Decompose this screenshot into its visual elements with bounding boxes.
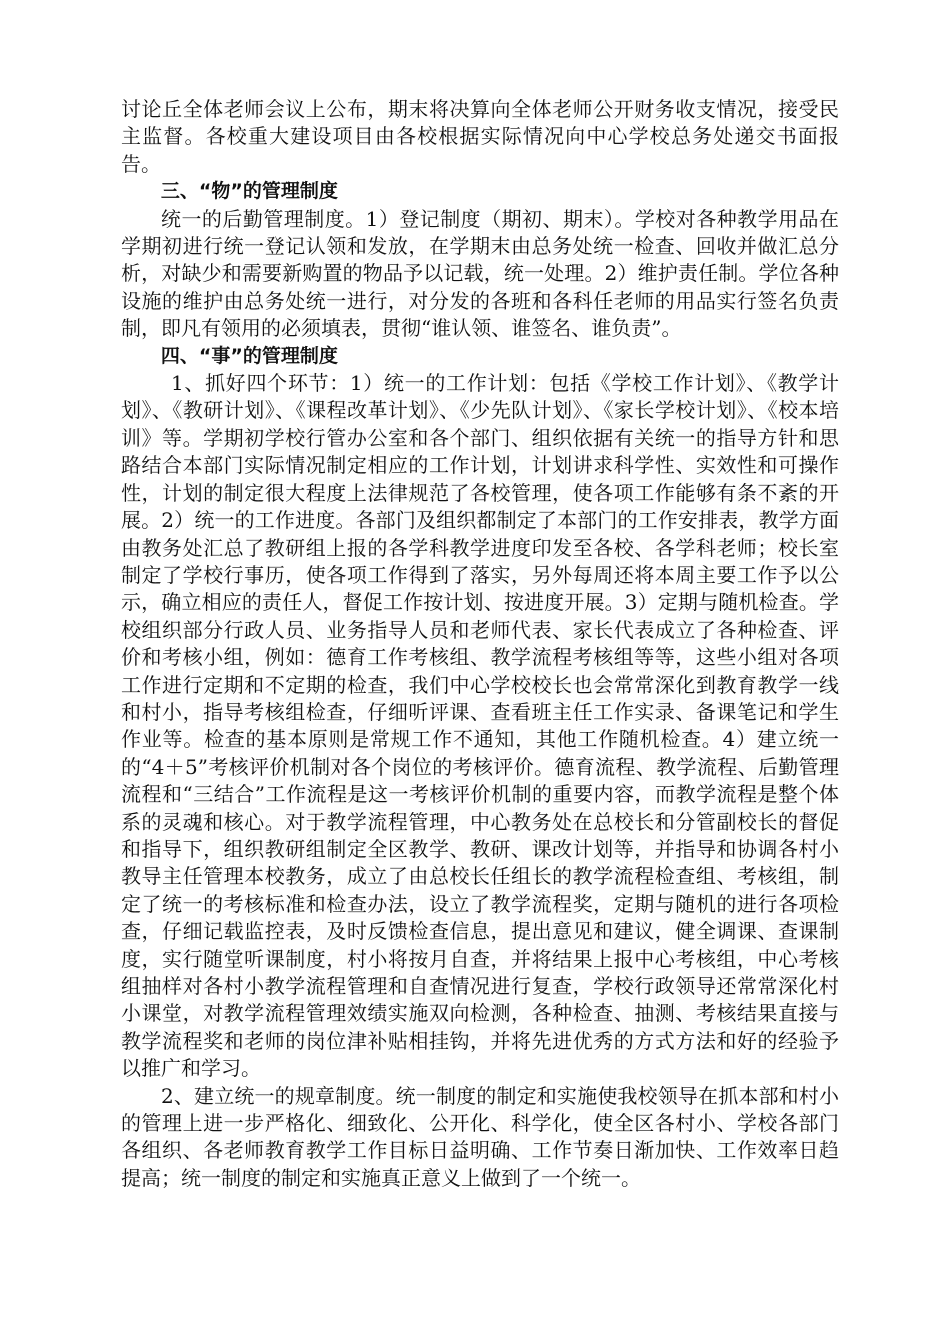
- section-heading-3: 三、“物”的管理制度: [160, 180, 338, 203]
- section-heading-4: 四、“事”的管理制度: [160, 344, 338, 367]
- paragraph-section-4-item-2: 2、建立统一的规章制度。统一制度的制定和实施使我校领导在抓本部和村小的管理上进一步严格化、细致化、公开化、科学化，使全区各村小、学校各部门各组织、各老师教育教学工作目标日益明确、工作节奏日渐加快、工作效率日趋提高；统一制度的制定和实施真正意义上做到了一个统一。: [121, 1083, 839, 1190]
- paragraph-section-3: 统一的后勤管理制度。1）登记制度（期初、期末）。学校对各种教学用品在学期初进行统一登记认领和发放，在学期末由总务处统一检查、回收并做汇总分析，对缺少和需要新购置的物品予以记载，统一处理。2）维护责任制。学位各种设施的维护由总务处统一进行，对分发的各班和各科任老师的用品实行签名负责制，即凡有领用的必须填表，贯彻“谁认领、谁签名、谁负责”。: [121, 206, 839, 341]
- paragraph-intro: 讨论丘全体老师会议上公布，期末将决算向全体老师公开财务收支情况，接受民主监督。各校重大建设项目由各校根据实际情况向中心学校总务处递交书面报告。: [121, 97, 839, 176]
- document-body: [121, 96, 839, 1192]
- paragraph-section-4-item-1: 1、抓好四个环节：1）统一的工作计划：包括《学校工作计划》、《教学计划》、《教研计划》、《课程改革计划》、《少先队计划》、《家长学校计划》、《校本培训》等。学期初学校行管办公室和各个部门、组织依据有关统一的指导方针和思路结合本部门实际情况制定相应的工作计划，计划讲求科学性、实效性和可操作性，计划的制定很大程度上法律规范了各校管理，使各项工作能够有条不紊的开展。2）统一的工作进度。各部门及组织都制定了本部门的工作安排表，教学方面由教务处汇总了教研组上报的各学科教学进度印发至各校、各学科老师；校长室制定了学校行事历，使各项工作得到了落实，另外每周还将本周主要工作予以公示，确立相应的责任人，督促工作按计划、按进度开展。3）定期与随机检查。学校组织部分行政人员、业务指导人员和老师代表、家长代表成立了各种检查、评价和考核小组，例如：德育工作考核组、教学流程考核组等等，这些小组对各项工作进行定期和不定期的检查，我们中心学校校长也会常常深化到教育教学一线和村小，指导考核组检查，仔细听评课、查看班主任工作实录、备课笔记和学生作业等。检查的基本原则是常规工作不通知，其他工作随机检查。4）建立统一的“4＋5”考核评价机制对各个岗位的考核评价。德育流程、教学流程、后勤管理流程和“三结合”工作流程是这一考核评价机制的重要内容，而教学流程是整个体系的灵魂和核心。对于教学流程管理，中心教务处在总校长和分管副校长的督促和指导下，组织教研组制定全区教学、教研、课改计划等，并指导和协调各村小教导主任管理本校教务，成立了由总校长任组长的教学流程检查组、考核组，制定了统一的考核标准和检查办法，设立了教学流程奖，定期与随机的进行各项检查，仔细记载监控表，及时反馈检查信息，提出意见和建议，健全调课、查课制度，实行随堂听课制度，村小将按月自查，并将结果上报中心考核组，中心考核组抽样对各村小教学流程管理和自查情况进行复查，学校行政领导还常常深化村小课堂，对教学流程管理效绩实施双向检测，各种检查、抽测、考核结果直接与教学流程奖和老师的岗位津补贴相挂钩，并将先进优秀的方式方法和好的经验予以推广和学习。: [121, 371, 839, 1081]
